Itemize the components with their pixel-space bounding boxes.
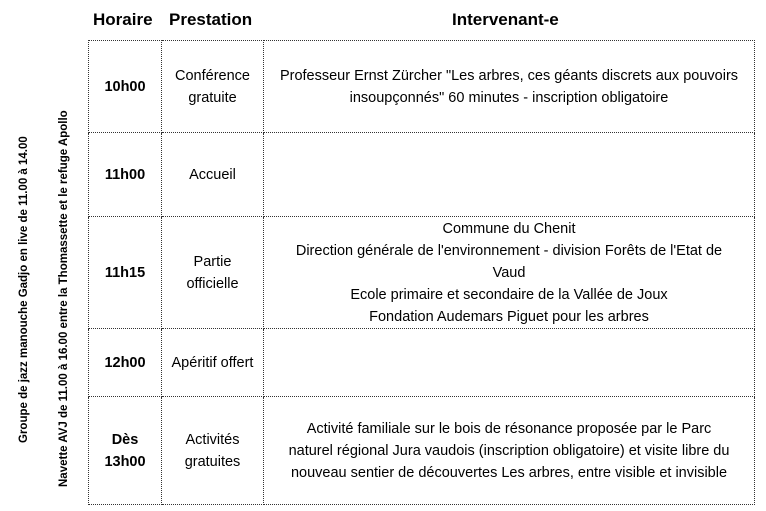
intervenant-line: Activité familiale sur le bois de résonance proposée par le Parc	[306, 420, 712, 437]
time-line: 12h00	[104, 354, 146, 371]
intervenant-line: naturel régional Jura vaudois (inscription obligatoire) et visite libre du	[288, 442, 730, 459]
prestation-line: Activités	[185, 431, 240, 448]
time-line: Dès	[111, 431, 139, 448]
side-note-jazz: Groupe de jazz manouche Gadjo en live de 11.00 à 14.00	[18, 136, 30, 443]
time-cell	[89, 329, 162, 397]
prestation-cell	[162, 133, 264, 217]
time-line: 13h00	[104, 453, 146, 470]
table-row	[89, 329, 755, 397]
side-note-navette: Navette AVJ de 11.00 à 16.00 entre la Thomassette et le refuge Apollo	[58, 110, 70, 487]
prestation-line: gratuites	[184, 453, 241, 470]
prestation-cell	[162, 397, 264, 505]
intervenant-cell	[264, 329, 755, 397]
intervenant-cell	[264, 397, 755, 505]
prestation-cell	[162, 217, 264, 329]
prestation-line: Partie	[193, 253, 232, 270]
prestation-line: Conférence	[175, 67, 250, 84]
intervenant-cell	[264, 217, 755, 329]
schedule-table	[88, 40, 755, 505]
table-row	[89, 41, 755, 133]
time-line: 10h00	[104, 78, 146, 95]
table-row	[89, 133, 755, 217]
table-row	[89, 397, 755, 505]
prestation-line: Apéritif offert	[171, 354, 254, 371]
intervenant-line: Commune du Chenit	[442, 220, 576, 237]
intervenant-line: nouveau sentier de découvertes Les arbres, entre visible et invisible	[290, 464, 728, 481]
time-line: 11h15	[104, 264, 146, 281]
time-cell	[89, 41, 162, 133]
prestation-cell	[162, 329, 264, 397]
intervenant-cell	[264, 41, 755, 133]
time-cell	[89, 133, 162, 217]
prestation-line: gratuite	[188, 89, 237, 106]
prestation-line: officielle	[186, 275, 239, 292]
time-cell	[89, 397, 162, 505]
header-prestation: Prestation	[169, 10, 253, 29]
prestation-cell	[162, 41, 264, 133]
table-row	[89, 217, 755, 329]
time-cell	[89, 217, 162, 329]
header-horaire: Horaire	[93, 10, 153, 29]
intervenant-line: Fondation Audemars Piguet pour les arbres	[369, 308, 649, 325]
intervenant-line: Ecole primaire et secondaire de la Vallée de Joux	[350, 286, 668, 303]
header-intervenant: Intervenant-e	[452, 10, 559, 29]
intervenant-line: insoupçonnés" 60 minutes - inscription obligatoire	[349, 89, 669, 106]
intervenant-cell	[264, 133, 755, 217]
intervenant-line: Direction générale de l'environnement - division Forêts de l'Etat de	[295, 242, 723, 259]
time-line: 11h00	[104, 166, 146, 183]
intervenant-line: Professeur Ernst Zürcher "Les arbres, ces géants discrets aux pouvoirs	[279, 67, 739, 84]
prestation-line: Accueil	[189, 166, 236, 183]
intervenant-line: Vaud	[492, 264, 526, 281]
